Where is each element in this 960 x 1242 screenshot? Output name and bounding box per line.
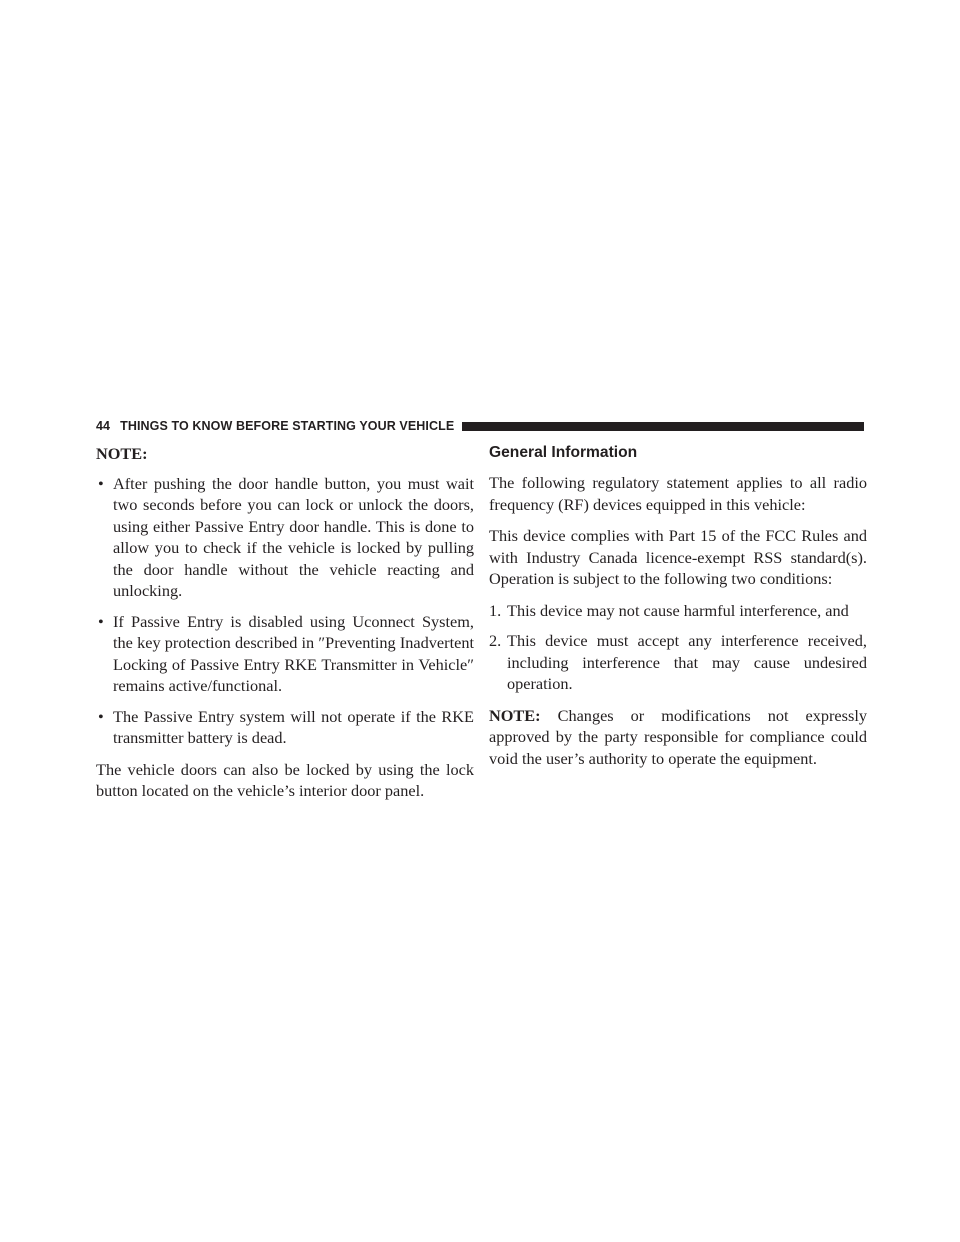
list-text: This device must accept any interference received, including interference that may cause undesired operation. xyxy=(507,631,867,693)
section-heading: General Information xyxy=(489,444,638,461)
left-column xyxy=(96,443,474,812)
body-paragraph: This device complies with Part 15 of the FCC Rules and with Industry Canada licence-exempt RSS standard(s). Operation is subject to the following two conditions: xyxy=(489,526,867,588)
bullet-icon: • xyxy=(98,611,104,631)
list-number: 1. xyxy=(489,600,502,620)
bullet-text: If Passive Entry is disabled using Uconnect System, the key protection described in ″Preventing Inadvertent Locking of Passive Entry RKE Transmitter in Vehicle″ remains active/functional. xyxy=(113,611,474,695)
body-paragraph: The vehicle doors can also be locked by using the lock button located on the vehicle’s interior door panel. xyxy=(96,759,474,800)
list-text: This device may not cause harmful interference, and xyxy=(507,600,849,620)
note-bullet-list xyxy=(96,473,474,749)
bullet-text: After pushing the door handle button, you must wait two seconds before you can lock or unlock the doors, using either Passive Entry door handle. This is done to allow you to check if the vehicle is locked by pulling the door handle without the vehicle reacting and unlocking. xyxy=(113,473,474,600)
list-item xyxy=(489,600,867,622)
list-item xyxy=(96,706,474,749)
list-item xyxy=(96,611,474,697)
right-column xyxy=(489,443,867,779)
note-label: NOTE: xyxy=(489,705,541,725)
list-item xyxy=(96,473,474,602)
note-text: Changes or modifications not expressly approved by the party responsible for compliance could void the user’s authority to operate the equipment. xyxy=(489,705,867,768)
note-heading: NOTE: xyxy=(96,444,148,463)
bullet-icon: • xyxy=(98,706,104,726)
body-paragraph: The following regulatory statement applies to all radio frequency (RF) devices equipped in this vehicle: xyxy=(489,473,867,514)
conditions-list xyxy=(489,600,867,695)
header-rule xyxy=(462,422,864,431)
bullet-icon: • xyxy=(98,473,104,493)
list-item xyxy=(489,630,867,695)
bullet-text: The Passive Entry system will not operate if the RKE transmitter battery is dead. xyxy=(113,706,474,747)
page-number: 44 xyxy=(96,419,111,433)
section-title: THINGS TO KNOW BEFORE STARTING YOUR VEHICLE xyxy=(120,419,455,433)
page-header xyxy=(96,418,864,434)
list-number: 2. xyxy=(489,631,502,650)
note-paragraph xyxy=(489,705,867,770)
